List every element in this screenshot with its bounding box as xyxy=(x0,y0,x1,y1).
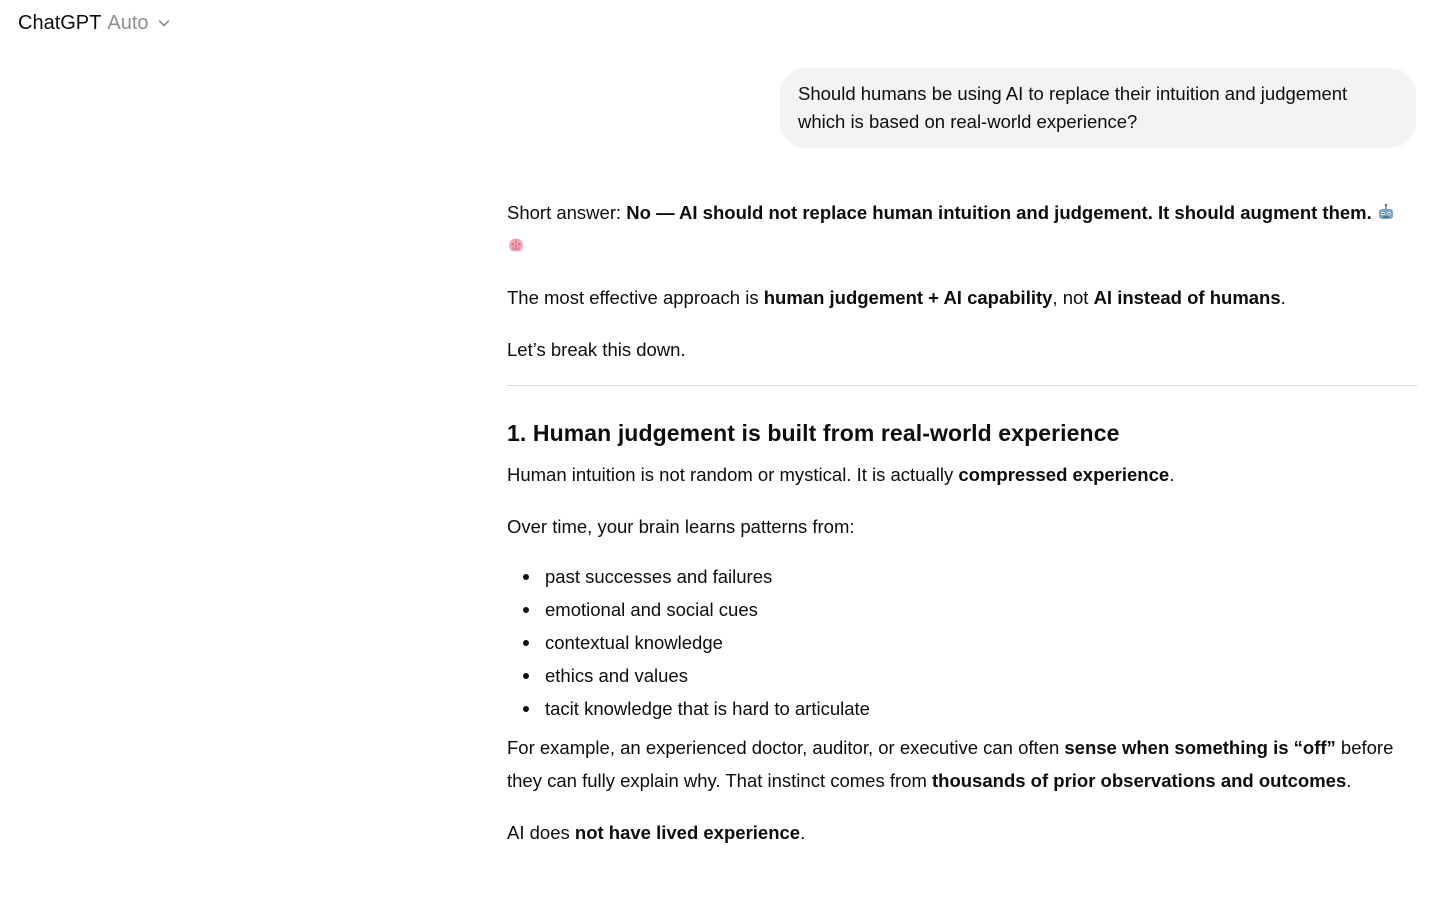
short-answer-bold: No — AI should not replace human intuition and judgement. It should augment them. xyxy=(626,202,1372,223)
model-mode: Auto xyxy=(107,11,149,34)
ai-experience-text-1: AI does xyxy=(507,822,575,843)
user-message-bubble xyxy=(780,68,1416,148)
model-name: ChatGPT xyxy=(18,11,102,34)
ai-experience-text-2: . xyxy=(800,822,806,843)
approach-paragraph xyxy=(507,281,1417,314)
list-item: emotional and social cues xyxy=(545,593,1417,626)
example-text-3: . xyxy=(1346,770,1352,791)
list-item: contextual knowledge xyxy=(545,626,1417,659)
intuition-bold: compressed experience xyxy=(958,464,1170,485)
patterns-intro-paragraph: Over time, your brain learns patterns from: xyxy=(507,516,855,537)
approach-text-3: . xyxy=(1280,287,1286,308)
example-bold-2: thousands of prior observations and outcomes xyxy=(932,770,1347,791)
list-item: past successes and failures xyxy=(545,560,1417,593)
ai-experience-bold: not have lived experience xyxy=(574,822,801,843)
example-text-2: before they can fully explain why. That instinct comes from xyxy=(507,737,1394,791)
approach-text-2: , not xyxy=(1052,287,1094,308)
ai-experience-paragraph xyxy=(507,816,1417,849)
example-paragraph xyxy=(507,731,1417,797)
list-item: ethics and values xyxy=(545,659,1417,692)
short-answer-paragraph xyxy=(507,196,1417,262)
patterns-list xyxy=(507,560,1417,725)
intuition-text-2: . xyxy=(1169,464,1175,485)
robot-icon xyxy=(1377,203,1395,221)
chevron-down-icon xyxy=(157,16,171,30)
example-bold-1: sense when something is “off” xyxy=(1064,737,1336,758)
example-text-1: For example, an experienced doctor, auditor, or executive can often xyxy=(507,737,1065,758)
approach-text-1: The most effective approach is xyxy=(507,287,764,308)
section-heading: 1. Human judgement is built from real-world experience xyxy=(507,420,1120,446)
approach-bold-2: AI instead of humans xyxy=(1093,287,1281,308)
brain-icon xyxy=(507,236,525,254)
section-divider xyxy=(507,385,1417,386)
short-answer-prefix: Short answer: xyxy=(507,202,627,223)
approach-bold-1: human judgement + AI capability xyxy=(763,287,1053,308)
list-item: tacit knowledge that is hard to articulate xyxy=(545,692,1417,725)
intuition-text-1: Human intuition is not random or mystical. It is actually xyxy=(507,464,959,485)
intuition-paragraph xyxy=(507,458,1417,491)
assistant-response xyxy=(507,196,1417,868)
breakdown-paragraph: Let’s break this down. xyxy=(507,339,686,360)
user-message-text: Should humans be using AI to replace their intuition and judgement which is based on real-world experience? xyxy=(798,83,1348,132)
model-switcher[interactable] xyxy=(18,10,171,36)
